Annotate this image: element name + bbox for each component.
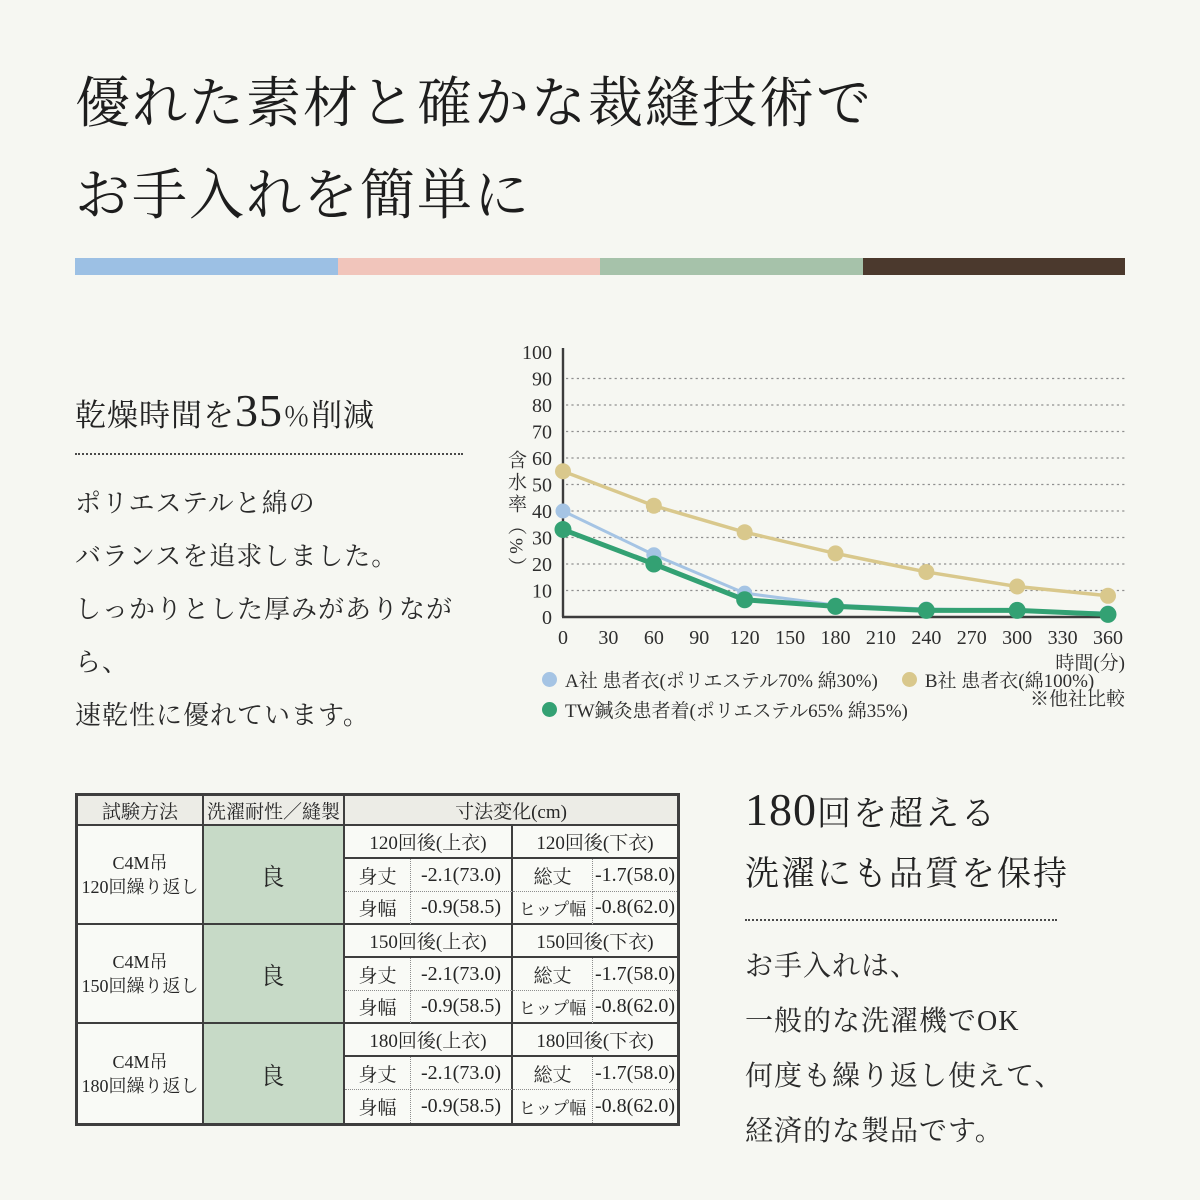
drying-heading-percent: ％ — [283, 402, 311, 432]
svg-text:80: 80 — [532, 395, 552, 417]
x-axis-title: 時間(分) — [1055, 653, 1125, 674]
y-axis-title: 含水率（%） — [505, 450, 526, 579]
table-cell-value: -2.1(73.0) — [411, 958, 513, 991]
method-line2: 150回繰り返し — [81, 975, 199, 996]
quality-heading-line1 — [745, 785, 1135, 845]
svg-text:0: 0 — [542, 607, 552, 629]
method-line1: C4M吊 — [112, 951, 168, 972]
table-cell-value: -1.7(58.0) — [593, 859, 677, 892]
svg-text:30: 30 — [598, 627, 619, 649]
table-cell-durability: 良 — [204, 1024, 345, 1123]
legend-label: TW鍼灸患者着(ポリエステル65% 綿35%) — [565, 700, 908, 722]
table-cell-upper-title: 180回後(上衣) — [345, 1024, 513, 1057]
svg-text:150: 150 — [775, 627, 806, 649]
table-cell-label: 身丈 — [345, 1057, 411, 1090]
table-cell-method — [78, 1024, 204, 1123]
bar-segment-brown — [863, 258, 1126, 275]
svg-text:40: 40 — [532, 501, 552, 523]
table-cell-label: 身幅 — [345, 991, 411, 1024]
table-cell-value: -2.1(73.0) — [411, 859, 513, 892]
method-line1: C4M吊 — [112, 852, 168, 873]
svg-text:100: 100 — [522, 342, 552, 364]
drying-body-line: ポリエステルと綿の — [75, 489, 316, 518]
table-cell-value: -0.9(58.5) — [411, 1090, 513, 1123]
svg-text:300: 300 — [1002, 627, 1033, 649]
quality-divider — [745, 919, 1057, 921]
drying-body-line: 速乾性に優れています。 — [75, 701, 370, 730]
table-cell-value: -0.9(58.5) — [411, 892, 513, 925]
table-cell-lower-title: 150回後(下衣) — [513, 925, 677, 958]
drying-body — [75, 477, 463, 742]
chart-legend-row2 — [542, 698, 932, 720]
bar-segment-pink — [338, 258, 601, 275]
table-cell-value: -2.1(73.0) — [411, 1057, 513, 1090]
legend-item-a — [542, 666, 878, 693]
svg-text:330: 330 — [1047, 627, 1078, 649]
svg-text:50: 50 — [532, 474, 552, 497]
table-cell-method — [78, 925, 204, 1024]
svg-text:90: 90 — [532, 368, 552, 391]
table-cell-lower-title: 120回後(下衣) — [513, 826, 677, 859]
drying-body-line: バランスを追求しました。 — [75, 542, 399, 571]
svg-text:120: 120 — [729, 627, 760, 649]
svg-text:0: 0 — [558, 627, 568, 649]
drying-heading-number: 35 — [235, 385, 283, 436]
legend-dot-icon — [542, 702, 557, 717]
chart-note: ※他社比較 — [1029, 689, 1125, 710]
quality-heading — [745, 785, 1135, 905]
drying-divider — [75, 453, 463, 455]
quality-heading-line2: 洗濯にも品質を保持 — [745, 856, 1069, 893]
svg-text:90: 90 — [689, 627, 710, 649]
legend-item-b — [902, 666, 1094, 693]
table-cell-lower-title: 180回後(下衣) — [513, 1024, 677, 1057]
svg-text:210: 210 — [865, 627, 896, 649]
legend-dot-icon — [542, 672, 557, 687]
drying-heading — [75, 385, 463, 436]
method-line2: 120回繰り返し — [81, 876, 199, 897]
svg-text:30: 30 — [532, 527, 552, 550]
table-cell-method — [78, 826, 204, 925]
svg-text:60: 60 — [532, 448, 552, 470]
table-cell-label: 総丈 — [513, 859, 593, 892]
divider-bar — [75, 258, 1125, 275]
page-title — [75, 58, 873, 242]
quality-body — [745, 939, 1135, 1159]
table-cell-value: -1.7(58.0) — [593, 958, 677, 991]
table-cell-label: 身丈 — [345, 958, 411, 991]
svg-text:10: 10 — [532, 580, 552, 603]
table-cell-value: -1.7(58.0) — [593, 1057, 677, 1090]
table-cell-label: 身丈 — [345, 859, 411, 892]
table-header-method: 試験方法 — [78, 796, 204, 826]
svg-text:70: 70 — [532, 421, 552, 444]
table-cell-durability: 良 — [204, 826, 345, 925]
table-cell-label: ヒップ幅 — [513, 892, 593, 925]
bar-segment-blue — [75, 258, 338, 275]
table-cell-label: 身幅 — [345, 1090, 411, 1123]
moisture-chart-plot — [490, 342, 1138, 657]
table-cell-label: 総丈 — [513, 958, 593, 991]
svg-text:240: 240 — [911, 627, 942, 649]
table-cell-value: -0.8(62.0) — [593, 892, 677, 925]
drying-body-line: しっかりとした厚みがありながら、 — [75, 595, 454, 677]
page-title-line1: 優れた素材と確かな裁縫技術で — [75, 73, 874, 134]
quality-body-line: 一般的な洗濯機でOK — [745, 1006, 1020, 1037]
table-header-durability: 洗濯耐性／縫製 — [204, 796, 345, 826]
legend-item-tw — [542, 696, 908, 723]
method-line1: C4M吊 — [112, 1051, 168, 1072]
page-title-line2: お手入れを簡単に — [75, 165, 532, 226]
table-cell-upper-title: 120回後(上衣) — [345, 826, 513, 859]
quality-heading-rest: 回を超える — [817, 796, 997, 833]
table-cell-value: -0.9(58.5) — [411, 991, 513, 1024]
legend-label: B社 患者衣(綿100%) — [924, 670, 1095, 692]
svg-text:20: 20 — [532, 554, 552, 576]
table-header-dimension: 寸法変化(cm) — [345, 796, 677, 826]
table-cell-label: 総丈 — [513, 1057, 593, 1090]
svg-text:180: 180 — [820, 627, 851, 649]
table-cell-label: ヒップ幅 — [513, 991, 593, 1024]
quality-body-line: 経済的な製品です。 — [745, 1116, 1004, 1147]
legend-dot-icon — [902, 672, 917, 687]
drying-heading-prefix: 乾燥時間を — [75, 398, 235, 433]
table-cell-value: -0.8(62.0) — [593, 991, 677, 1024]
table-cell-value: -0.8(62.0) — [595, 1095, 675, 1117]
method-line2: 180回繰り返し — [81, 1075, 199, 1096]
legend-label: A社 患者衣(ポリエステル70% 綿30%) — [565, 670, 878, 692]
drying-heading-suffix: 削減 — [311, 398, 375, 433]
quality-body-line: 何度も繰り返し使えて、 — [745, 1061, 1064, 1092]
svg-text:360: 360 — [1093, 627, 1123, 649]
quality-body-line: お手入れは、 — [745, 951, 920, 982]
quality-heading-number: 180 — [745, 784, 817, 835]
chart-legend-row1 — [542, 668, 1118, 690]
table-cell-label: 身幅 — [345, 892, 411, 925]
table-cell-label: ヒップ幅 — [513, 1090, 593, 1123]
durability-table — [75, 793, 680, 1126]
table-cell-durability: 良 — [204, 925, 345, 1024]
bar-segment-green — [600, 258, 863, 275]
quality-section — [745, 785, 1135, 1159]
table-cell-upper-title: 150回後(上衣) — [345, 925, 513, 958]
svg-text:270: 270 — [956, 627, 987, 649]
drying-section — [75, 385, 463, 742]
svg-text:60: 60 — [643, 627, 664, 649]
moisture-chart — [490, 342, 1138, 722]
